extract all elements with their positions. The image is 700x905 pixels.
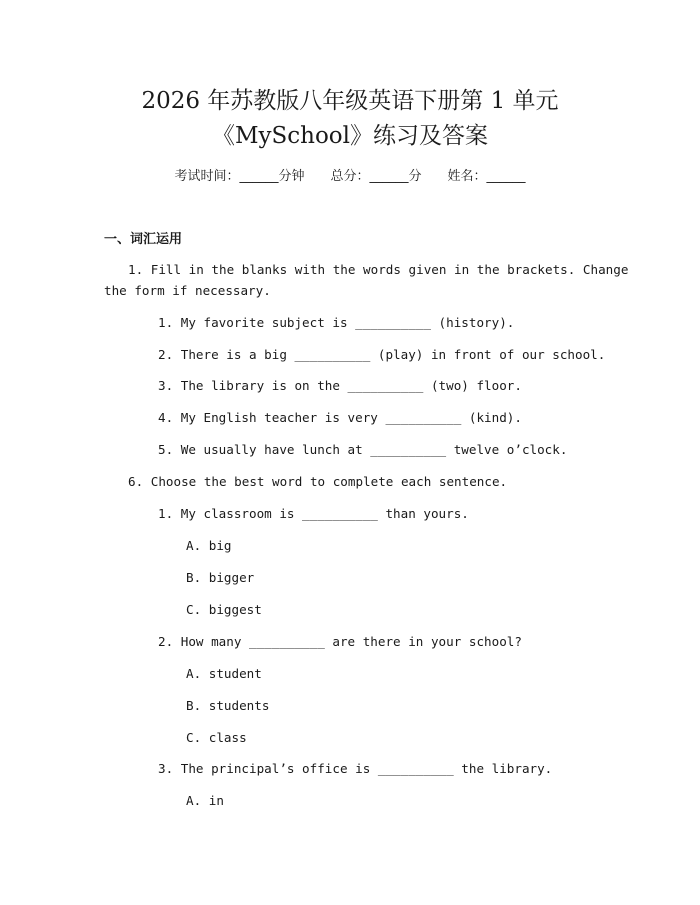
question-6-item-1-stem: 1. My classroom is __________ than yours. — [158, 506, 469, 521]
exam-score-field: 总分：______分 — [330, 169, 422, 184]
exam-meta — [0, 168, 700, 186]
exam-time-field: 考试时间：______分钟 — [174, 169, 305, 184]
question-1-item-2: 2. There is a big __________ (play) in front of our school. — [158, 347, 606, 362]
question-6-item-2-option-a: A. student — [186, 666, 262, 681]
question-1-item-3: 3. The library is on the __________ (two) floor. — [158, 378, 522, 393]
question-6-item-1-option-c: C. biggest — [186, 602, 262, 617]
question-1-item-1: 1. My favorite subject is __________ (history). — [158, 315, 515, 330]
question-6-item-3-stem: 3. The principal’s office is __________ the library. — [158, 761, 553, 776]
question-6-item-3-option-a: A. in — [186, 793, 224, 808]
section-heading-vocabulary: 一、词汇运用 — [104, 232, 183, 247]
document-title-line-1: 2026 年苏教版八年级英语下册第 1 单元 — [141, 88, 559, 114]
document-title-line-2: 《MySchool》练习及答案 — [211, 123, 489, 149]
question-1-instruction-line-1: 1. Fill in the blanks with the words given in the brackets. Change — [128, 262, 629, 277]
question-6-instruction: 6. Choose the best word to complete each sentence. — [128, 474, 508, 489]
question-6-item-2-option-b: B. students — [186, 698, 270, 713]
question-1-instruction-line-2: the form if necessary. — [104, 283, 271, 298]
question-1-item-4: 4. My English teacher is very __________ (kind). — [158, 410, 522, 425]
question-1-item-5: 5. We usually have lunch at __________ twelve o’clock. — [158, 442, 568, 457]
question-6-item-2-stem: 2. How many __________ are there in your school? — [158, 634, 522, 649]
question-6-item-1-option-a: A. big — [186, 538, 232, 553]
question-6-item-2-option-c: C. class — [186, 730, 247, 745]
question-6-item-1-option-b: B. bigger — [186, 570, 255, 585]
exam-name-field: 姓名：______ — [447, 169, 526, 184]
